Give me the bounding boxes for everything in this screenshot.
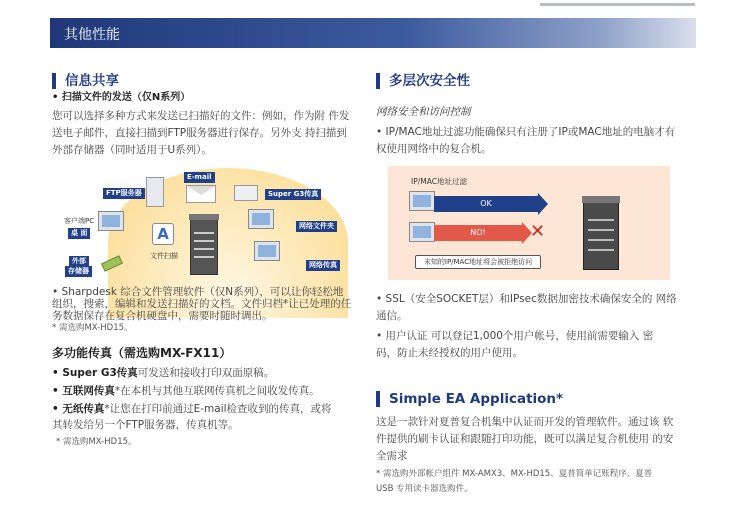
- top-divider: [540, 3, 695, 6]
- ea-note-line-1: * 需选购外部帐户组件 MX-AMX3、MX-HD15、夏普简单记账程序、夏普: [376, 469, 653, 479]
- ip-filter-line-2: 权使用网络中的复合机。: [376, 143, 492, 155]
- fax-icon: [234, 185, 258, 201]
- reject-icon: ✕: [530, 221, 546, 242]
- auth-line-1: • 用户认证 可以登记1,000个用户帐号，使用前需要输入 密: [376, 330, 654, 342]
- security-heading: 多层次安全性: [376, 73, 470, 89]
- unknown-address-label: 未知的IP/MAC地址将会被拒绝访问: [415, 255, 541, 269]
- ftp-server-tag: FTP服务器: [103, 188, 145, 199]
- network-security-subhead: 网络安全和访问控制: [376, 106, 471, 118]
- super-g3-tag: Super G3传真: [265, 189, 321, 200]
- ssl-line-1: • SSL（安全SOCKET层）和IPsec数据加密技术确保安全的 网络: [376, 293, 677, 305]
- client-pc-label: 客户端PC: [64, 217, 95, 225]
- net-fax-pc-icon: [254, 241, 280, 261]
- fax-item-superg3-text: 可发送和接收打印双面原稿。: [137, 367, 275, 379]
- scan-send-line-3: 外部存储器（同时适用于U系列）。: [52, 144, 212, 156]
- email-tag: E-mail: [184, 172, 215, 183]
- fax-item-paperless-line-2: 其转发给另一个FTP服务器，传真机等。: [52, 419, 239, 431]
- scan-diagram: [58, 163, 350, 280]
- auth-line-2: 码，防止未经授权的用户使用。: [376, 347, 523, 359]
- client-pc-icon: [98, 211, 124, 231]
- banner-title: 其他性能: [64, 27, 120, 43]
- acrobat-icon: A: [152, 223, 174, 245]
- external-tag: 外部: [69, 256, 89, 267]
- copier-icon: [190, 217, 218, 275]
- ip-filter-line-1: • IP/MAC地址过滤功能确保只有注册了IP或MAC地址的电脑才有: [376, 126, 676, 138]
- fax-item-internet: [52, 383, 320, 400]
- scan-send-line-2: 送电子邮件，直接扫描到FTP服务器进行保存。另外支 持扫描到: [52, 127, 347, 139]
- sharpdesk-line-1: • Sharpdesk 综合文件管理软件（仅N系列），可以让你轻松地: [52, 286, 344, 298]
- email-icon: [186, 185, 216, 203]
- ssl-line-2: 通信。: [376, 310, 408, 322]
- ip-copier-icon: [583, 200, 619, 270]
- ip-filter-title: IP/MAC地址过滤: [411, 177, 467, 186]
- sharpdesk-note: * 需选购MX-HD15。: [52, 323, 133, 333]
- scan-send-subhead: • 扫描文件的发送（仅N系列）: [52, 92, 191, 103]
- fax-item-paperless-text: *让您在打印前通过E-mail检查收到的传真，或将: [104, 403, 332, 415]
- fax-item-internet-text: *在本机与其他互联网传真机之间收发传真。: [114, 385, 320, 397]
- fax-heading: 多功能传真（需选购MX-FX11）: [52, 346, 232, 360]
- storage-tag: 存储器: [65, 266, 92, 277]
- allowed-pc-icon: [409, 191, 435, 211]
- fax-item-paperless-bold: • 无纸传真: [52, 403, 105, 415]
- net-folder-tag: 网络文件夹: [296, 221, 337, 232]
- fax-item-paperless: [52, 401, 332, 418]
- info-sharing-heading: 信息共享: [52, 73, 119, 89]
- folder-pc-icon: [248, 209, 274, 229]
- fax-note: * 需选购MX-HD15。: [56, 437, 137, 447]
- fax-item-superg3-bold: • Super G3传真: [52, 367, 138, 379]
- blocked-pc-icon: [409, 222, 435, 242]
- ea-line-1: 这是一款针对夏普复合机集中认证而开发的管理软件。通过该 软: [376, 416, 674, 428]
- sharpdesk-line-3: 务数据保存在复合机硬盘中，需要时随时调出。: [52, 310, 273, 322]
- fax-item-internet-bold: • 互联网传真: [52, 385, 115, 397]
- net-fax-tag: 网络传真: [306, 260, 340, 271]
- sharpdesk-line-2: 组织，搜索，编辑和发送扫描好的文档。文件归档*让已处理的任: [52, 298, 352, 310]
- ok-arrow: OK: [434, 196, 538, 212]
- section-banner: [50, 18, 696, 48]
- desktop-tag: 桌 面: [68, 228, 90, 239]
- no-arrow: NO!: [434, 225, 522, 241]
- fax-item-superg3: [52, 365, 274, 382]
- scan-send-line-1: 您可以选择多种方式来发送已扫描好的文件：例如，作为附 件发: [52, 110, 350, 122]
- ea-line-2: 件提供的刷卡认证和跟随打印功能，既可以满足复合机使用 的安: [376, 433, 674, 445]
- ftp-server-icon: [146, 177, 164, 207]
- scan-label: 文件扫描: [150, 252, 178, 260]
- ea-heading: Simple EA Application*: [376, 391, 563, 407]
- ea-note-line-2: USB 专用读卡器选购件。: [376, 484, 473, 494]
- ea-line-3: 全需求: [376, 450, 408, 462]
